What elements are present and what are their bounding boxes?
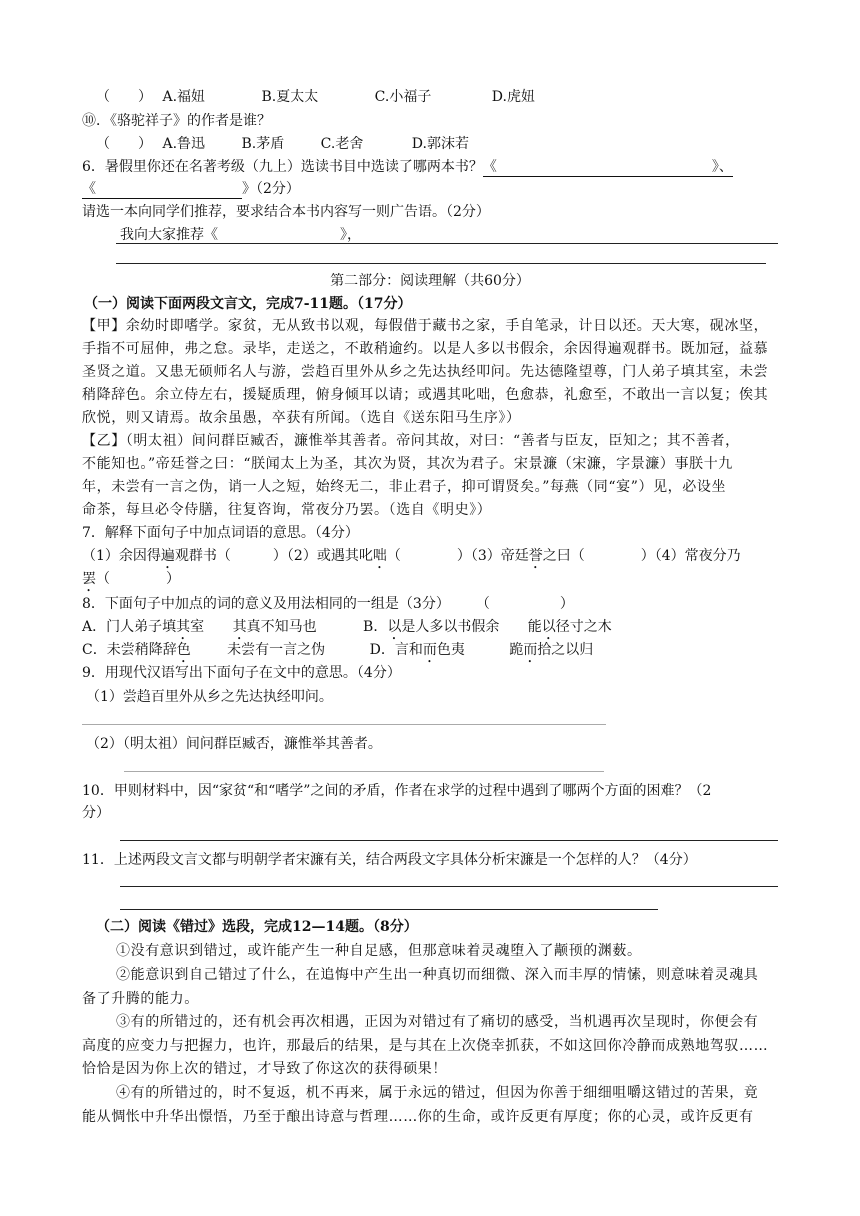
passage-line-5: 高度的应变力与把握力，也许，那最后的结果，是与其在上次侥幸抓获，不如这回你冷静而成熟地驾驭……	[82, 1038, 769, 1054]
q10-mc-paren: （ ）	[96, 136, 152, 152]
q6-text: 6．暑假里你还在名著考级（九上）选读书目中选读了哪两本书？	[82, 159, 483, 175]
q8-a-pre: A．门人弟子填	[82, 619, 177, 635]
q11-answer-line-1[interactable]	[120, 886, 778, 887]
q5-option-a: A.福妞	[162, 89, 206, 105]
q10-mc-question: ⑩．《骆驼祥子》的作者是谁？	[82, 113, 271, 129]
passage-line-1: ①没有意识到错过，或许能产生一种自足感，但那意味着灵魂堕入了颟顸的渊薮。	[116, 943, 642, 959]
q7-item2-pre: （2）或遇其叱	[286, 548, 373, 564]
section1-heading: （一）阅读下面两段文言文，完成7-11题。（17分）	[84, 296, 412, 312]
q8-c-pre: C．未尝稍降辞	[82, 642, 177, 658]
q8-d2-pre: 跪	[509, 642, 524, 658]
section2-heading: （二）阅读《错过》选段，完成12—14题。（8分）	[96, 919, 418, 935]
q8-b2-dot: 以	[541, 619, 556, 635]
q11-answer-line-2[interactable]	[120, 909, 658, 910]
q10-mc-option-b: B.茅盾	[241, 136, 285, 152]
q8-paren[interactable]: （ ）	[475, 596, 574, 612]
q6-question	[82, 158, 733, 177]
q5-option-b: B.夏太太	[261, 89, 319, 105]
jia-line-1: 【甲】余幼时即嗜学。家贫，无从致书以观，每假借于藏书之家，手自笔录，计日以还。天大寒，砚冰坚，	[82, 318, 769, 334]
q7-items	[82, 547, 741, 572]
q10-mc-option-c: C.老舍	[320, 136, 364, 152]
q5-option-d: D.虎妞	[491, 89, 535, 105]
yi-line-4: 命茶，每旦必令侍膳，往复咨询，常夜分乃罢。（选自《明史》）	[82, 502, 492, 518]
q6-blank-2[interactable]	[82, 180, 242, 199]
q5-option-c: C.小福子	[374, 89, 432, 105]
passage-line-7: ④有的所错过的，时不复返，机不再来，属于永远的错过，但因为你善于细细咀嚼这错过的苦果，竟	[116, 1085, 759, 1101]
q11-question: 11．上述两段文言文都与明朝学者宋濂有关，结合两段文字具体分析宋濂是一个怎样的人？（4分）	[82, 852, 697, 868]
q6-open-1: 《	[482, 159, 497, 175]
q8-b-dot: 以	[387, 619, 402, 635]
q10-line-1: 10．甲则材料中，因“家贫“和“嗜学”之间的矛盾，作者在求学的过程中遇到了哪两个方面的困难？（2	[82, 783, 712, 799]
q6-close-1: 》、	[711, 159, 733, 175]
jia-line-4: 稍降辞色。余立侍左右，援疑质理，俯身倾耳以请；或遇其叱咄，色愈恭，礼愈至，不敢出一言以复；俟其	[82, 387, 769, 403]
q6-recommend-prefix: 我向大家推荐《	[120, 227, 218, 243]
q8-d2-post: 拾之以归	[537, 642, 594, 658]
q7-item3-pre: （3）帝廷	[470, 548, 529, 564]
q6-answer-line-2[interactable]	[116, 263, 766, 264]
yi-line-3: 年，未尝有一言之伪，诮一人之短，始终无二，非止君子，抑可谓贤矣。”每燕（同“宴”）见，必设坐	[82, 479, 727, 495]
jia-line-3: 圣贤之道。又患无硕师名人与游，尝趋百里外从乡之先达执经叩问。先达德隆望尊，门人弟子填其室，未尝	[82, 364, 769, 380]
q8-c2: 未尝有一言之伪	[227, 642, 326, 658]
q8-a2-post: 真不知马也	[246, 619, 317, 635]
q10-line-2: 分）	[82, 805, 110, 821]
passage-line-4: ③有的所错过的，还有机会再次相遇，正因为对错过有了痛切的感受，当机遇再次呈现时，你便会有	[116, 1014, 759, 1030]
passage-line-3: 备了升腾的能力。	[82, 991, 199, 1007]
q7-item3-post: 之曰（ ）	[542, 548, 655, 564]
q9-sentence-2: （2）（明太祖）间问群臣臧否，濂惟举其善者。	[86, 736, 382, 752]
q8-b-pre: B．	[363, 619, 388, 635]
q8-d2-dot: 而	[523, 642, 538, 658]
passage-line-8: 能从惆怅中升华出憬悟，乃至于酿出诗意与哲理……你的生命，或许反更有厚度；你的心灵，或许反更有	[82, 1109, 754, 1125]
q9-answer-line-2[interactable]	[124, 771, 604, 772]
part2-title: 第二部分：阅读理解（共60分）	[330, 273, 530, 289]
q6-open-2: 《	[82, 181, 96, 197]
q8-d-post: 色夷	[436, 642, 465, 658]
q7-item1-post: 观群书（ ）	[174, 548, 287, 564]
q8-b2-post: 径寸之木	[555, 619, 612, 635]
q9-question: 9．用现代汉语写出下面句子在文中的意思。（4分）	[82, 665, 401, 681]
q7-item2-dot: 咄	[372, 548, 387, 564]
passage-line-2: ②能意识到自己错过了什么，在追悔中产生出一种真切而细微、深入而丰厚的情愫，则意味着灵魂具	[116, 967, 759, 983]
q8-text: 8．下面句子中加点的词的意义及用法相同的一组是（3分）	[82, 596, 450, 612]
q10-mc-option-a: A.鲁迅	[162, 136, 206, 152]
q9-answer-line-1[interactable]	[82, 724, 606, 725]
q8-row-cd	[82, 641, 593, 666]
jia-line-2: 手指不可屈伸，弗之怠。录毕，走送之，不敢稍逾约。以是人多以书假余，余因得遍观群书。既加冠，益慕	[82, 341, 769, 357]
q8-a2-dot: 其	[232, 619, 247, 635]
q8-a-post: 室	[190, 619, 205, 635]
q6-blank-2-line	[82, 180, 300, 199]
q10-mc-option-d: D.郭沫若	[411, 136, 469, 152]
q6-recommend-instruction: 请选一本向同学们推荐，要求结合本书内容写一则广告语。（2分）	[82, 204, 490, 220]
q8-a-dot: 其	[176, 619, 191, 635]
q6-answer-line-1[interactable]	[116, 243, 778, 244]
q6-close-2: 》（2分）	[242, 181, 300, 197]
q7-item1-dot: 遍	[160, 548, 175, 564]
q10-answer-line[interactable]	[120, 840, 778, 841]
q7-item2-post: （ ）	[386, 548, 471, 564]
q8-d-dot: 而	[422, 642, 437, 658]
q7-item1-pre: （1）余因得	[82, 548, 161, 564]
q7-item4-cont	[82, 570, 180, 595]
q8-b-post: 是人多以书假余	[401, 619, 500, 635]
q7-item4-post: 罢（ ）	[82, 571, 180, 587]
passage-line-6: 恰恰是因为你上次的错过，才导致了你这次的获得硕果！	[82, 1061, 447, 1077]
q7-question: 7．解释下面句子中加点词语的意思。（4分）	[82, 525, 359, 541]
jia-line-5: 欣悦，则又请焉。故余虽愚，卒获有所闻。（选自《送东阳马生序》）	[82, 410, 521, 426]
yi-line-1: 【乙】（明太祖）间问群臣臧否，濂惟举其善者。帝问其故，对曰：“善者与臣友，臣知之；其不善者，	[82, 433, 740, 449]
q10-mc-options	[96, 135, 469, 153]
q9-sentence-1: （1）尝趋百里外从乡之先达执经叩问。	[86, 689, 333, 705]
yi-line-2: 不能知也。”帝廷誉之曰：“朕闻太上为圣，其次为贤，其次为君子。宋景濂（宋濂，字景濂）事朕十九	[82, 456, 733, 472]
q6-recommend-suffix: 》，	[340, 227, 361, 243]
q8-row-ab	[82, 618, 612, 643]
q5-paren: （ ）	[96, 89, 152, 105]
q8-question	[82, 595, 574, 613]
q7-item3-dot: 誉	[528, 548, 543, 564]
q8-c-dot: 色	[176, 642, 191, 658]
q8-b2-pre: 能	[527, 619, 542, 635]
q7-item4-pre: （4）常夜分乃	[654, 548, 741, 564]
q6-recommend-line	[120, 226, 361, 244]
q8-d-pre: D．言和	[369, 642, 423, 658]
q5-options-line	[96, 88, 535, 106]
q6-blank-1[interactable]	[483, 158, 733, 177]
